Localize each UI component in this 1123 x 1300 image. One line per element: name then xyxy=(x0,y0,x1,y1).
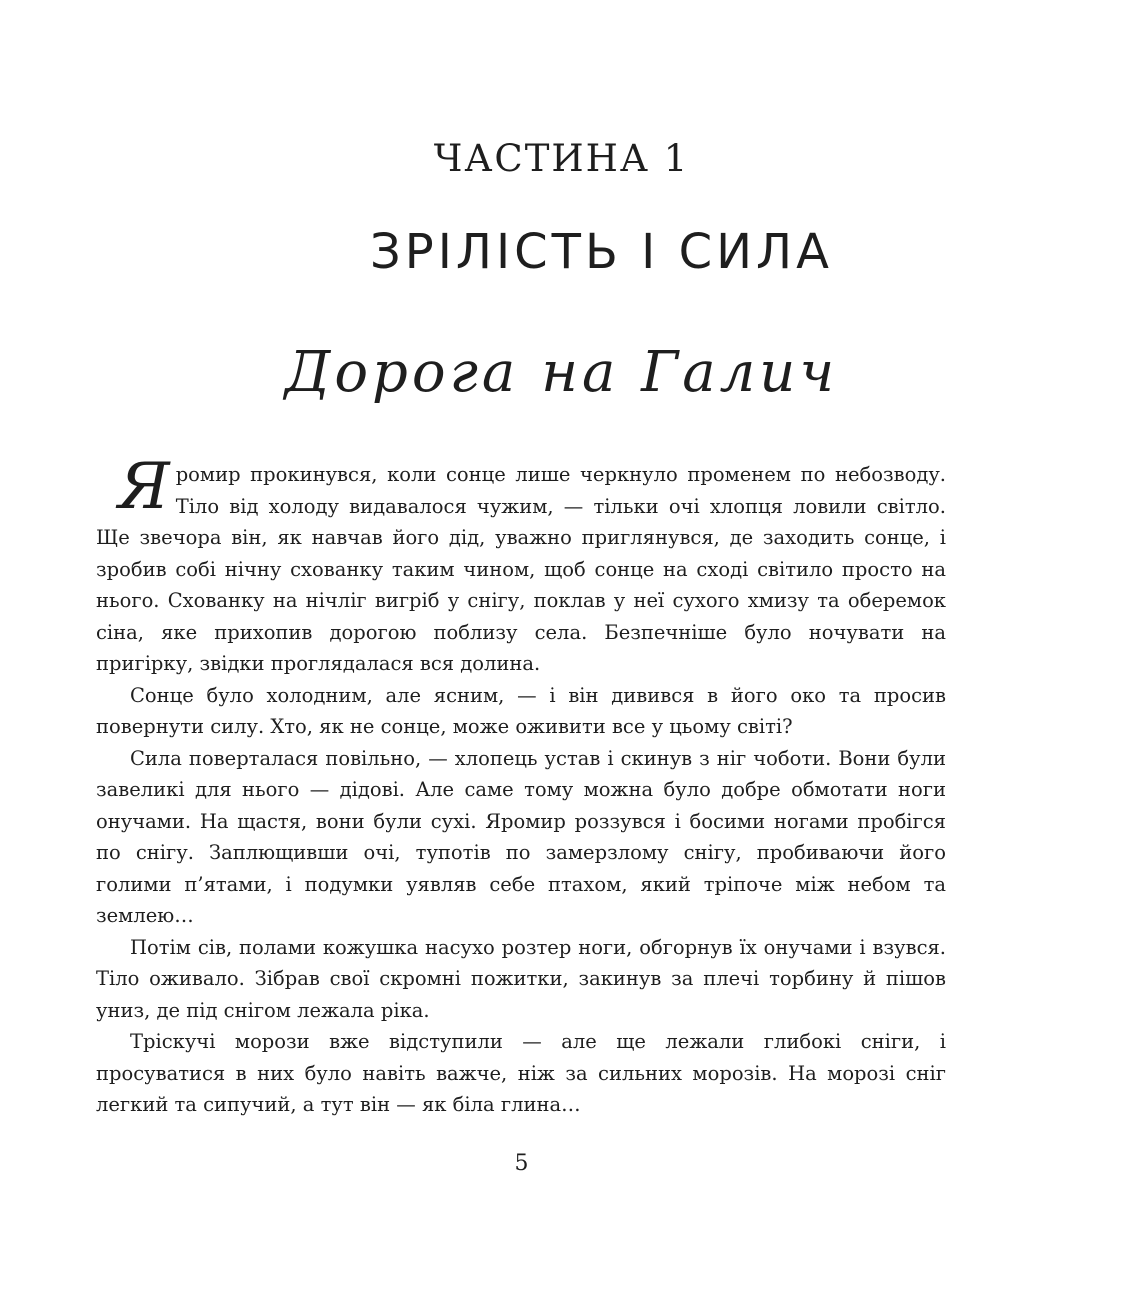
paragraph: Потім сів, полами кожушка насухо розтер ноги, обгорнув їх онучами і взувся. Тіло оживало. Зібрав свої скромні пожитки, закинув за плечі торбину й пішов униз, де під снігом лежала ріка. xyxy=(96,935,946,1022)
paragraph: Сила поверталася повільно, — хлопець устав і скинув з ніг чоботи. Вони були завеликі для нього — дідові. Але саме тому можна було добре обмотати ноги онучами. На щастя, вони були сухі. Яромир роззувся і босими ногами пробігся по снігу. Заплющивши очі, тупотів по замерзлому снігу, пробиваючи його голими п’ятами, і подумки уявляв себе птахом, який тріпоче між небом та землею… xyxy=(96,746,946,927)
page-number: 5 xyxy=(514,1151,529,1176)
chapter-body xyxy=(96,450,946,1121)
drop-cap: Я xyxy=(118,450,170,524)
chapter-title: Дорога на Галич xyxy=(284,340,839,405)
paragraph: Тріскучі морози вже відступили — але ще лежали глибокі сніги, і просуватися в них було навіть важче, ніж за сильних морозів. На морозі сніг легкий та сипучий, а тут він — як біла глина… xyxy=(96,1030,946,1116)
part-label: ЧАСТИНА 1 xyxy=(433,137,690,180)
part-title: ЗРІЛІСТЬ І СИЛА xyxy=(370,224,833,280)
paragraph xyxy=(96,450,946,680)
paragraph-text: ромир прокинувся, коли сонце лише черкнуло променем по небозводу. Тіло від холоду видавалося чужим, — тільки очі хлопця ловили світло. Ще звечора він, як навчав його дід, уважно приглянувся, де заходить сонце, і зробив собі нічну схованку таким чином, щоб сонце на сході світило просто на нього. Схованку на нічліг вигріб у снігу, поклав у неї сухого хмизу та оберемок сіна, яке прихопив дорогою поблизу села. Безпечніше було ночувати на пригірку, звідки проглядалася вся долина. xyxy=(96,463,946,675)
paragraph: Сонце було холодним, але ясним, — і він дивився в його око та просив повернути силу. Хто, як не сонце, може оживити все у цьому світі? xyxy=(96,683,946,738)
